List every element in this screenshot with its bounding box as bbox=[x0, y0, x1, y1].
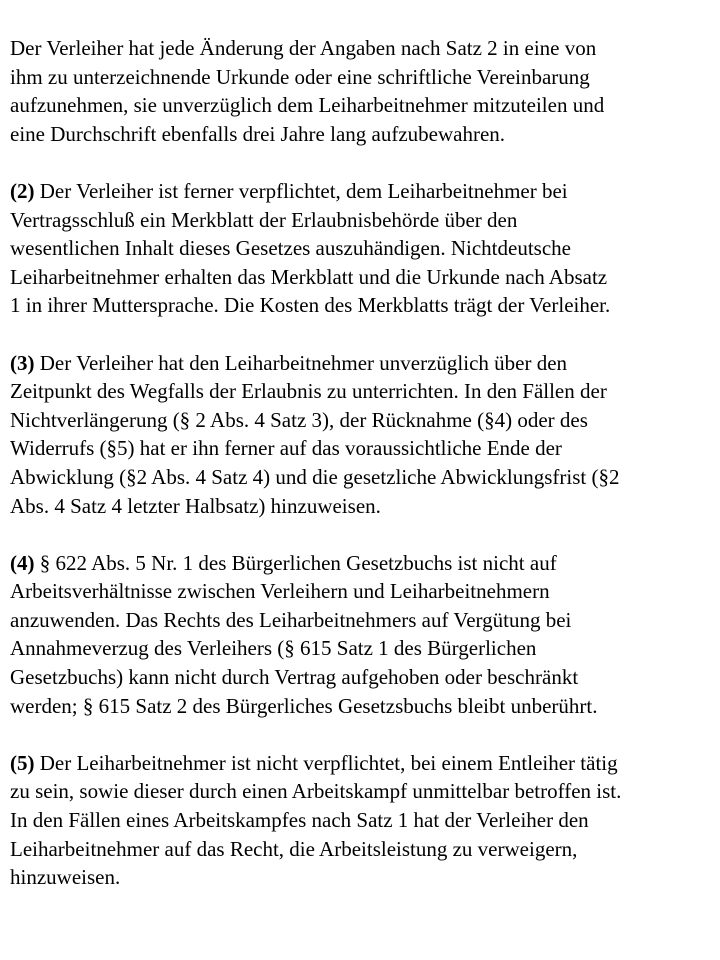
paragraph-number: (5) bbox=[10, 750, 35, 775]
paragraph-2 bbox=[10, 177, 715, 320]
text-line: Widerrufs (§5) hat er ihn ferner auf das voraussichtliche Ende der bbox=[10, 436, 562, 461]
text-line: werden; § 615 Satz 2 des Bürgerliches Gesetzsbuchs bleibt unberührt. bbox=[10, 693, 598, 718]
text-line: anzuwenden. Das Rechts des Leiharbeitnehmers auf Vergütung bei bbox=[10, 607, 572, 632]
text-line-content: Der Leiharbeitnehmer ist nicht verpflichtet, bei einem Entleiher tätig bbox=[34, 750, 618, 775]
text-line: zu sein, sowie dieser durch einen Arbeitskampf unmittelbar betroffen ist. bbox=[10, 779, 622, 804]
text-line: Gesetzbuchs) kann nicht durch Vertrag aufgehoben oder beschränkt bbox=[10, 665, 579, 690]
text-line-content: § 622 Abs. 5 Nr. 1 des Bürgerlichen Gesetzbuchs ist nicht auf bbox=[34, 550, 557, 575]
text-line: Nichtverlängerung (§ 2 Abs. 4 Satz 3), der Rücknahme (§4) oder des bbox=[10, 407, 588, 432]
text-line bbox=[10, 349, 715, 378]
paragraph-number: (2) bbox=[10, 178, 35, 203]
text-line: Arbeitsverhältnisse zwischen Verleihern und Leiharbeitnehmern bbox=[10, 579, 550, 604]
paragraph-1 bbox=[10, 34, 715, 148]
paragraph-number: (3) bbox=[10, 350, 35, 375]
text-line: Zeitpunkt des Wegfalls der Erlaubnis zu unterrichten. In den Fällen der bbox=[10, 379, 607, 404]
text-line: Annahmeverzug des Verleihers (§ 615 Satz 1 des Bürgerlichen bbox=[10, 636, 537, 661]
text-line bbox=[10, 549, 715, 578]
paragraph-3 bbox=[10, 349, 715, 521]
text-line bbox=[10, 177, 715, 206]
text-line: ihm zu unterzeichnende Urkunde oder eine schriftliche Vereinbarung bbox=[10, 64, 590, 89]
text-line: Der Verleiher hat jede Änderung der Angaben nach Satz 2 in eine von bbox=[10, 36, 597, 60]
text-line-content: Der Verleiher hat den Leiharbeitnehmer unverzüglich über den bbox=[34, 350, 568, 375]
paragraph-number: (4) bbox=[10, 550, 35, 575]
text-line: In den Fällen eines Arbeitskampfes nach Satz 1 hat der Verleiher den bbox=[10, 808, 589, 833]
text-line: 1 in ihrer Muttersprache. Die Kosten des Merkblatts trägt der Verleiher. bbox=[10, 293, 611, 318]
text-line: hinzuweisen. bbox=[10, 865, 121, 890]
text-line: Leiharbeitnehmer auf das Recht, die Arbeitsleistung zu verweigern, bbox=[10, 836, 578, 861]
text-line: aufzunehmen, sie unverzüglich dem Leiharbeitnehmer mitzuteilen und bbox=[10, 93, 605, 118]
text-line: Vertragsschluß ein Merkblatt der Erlaubnisbehörde über den bbox=[10, 207, 518, 232]
text-line: Abwicklung (§2 Abs. 4 Satz 4) und die gesetzliche Abwicklungsfrist (§2 bbox=[10, 464, 620, 489]
text-line: eine Durchschrift ebenfalls drei Jahre lang aufzubewahren. bbox=[10, 121, 506, 146]
text-line: Abs. 4 Satz 4 letzter Halbsatz) hinzuweisen. bbox=[10, 493, 381, 518]
text-line-content: Der Verleiher ist ferner verpflichtet, dem Leiharbeitnehmer bei bbox=[34, 178, 568, 203]
paragraph-5 bbox=[10, 749, 715, 892]
text-line bbox=[10, 749, 715, 778]
paragraph-4 bbox=[10, 549, 715, 721]
document-page bbox=[10, 34, 715, 892]
text-line: wesentlichen Inhalt dieses Gesetzes auszuhändigen. Nichtdeutsche bbox=[10, 236, 571, 261]
text-line: Leiharbeitnehmer erhalten das Merkblatt und die Urkunde nach Absatz bbox=[10, 264, 608, 289]
